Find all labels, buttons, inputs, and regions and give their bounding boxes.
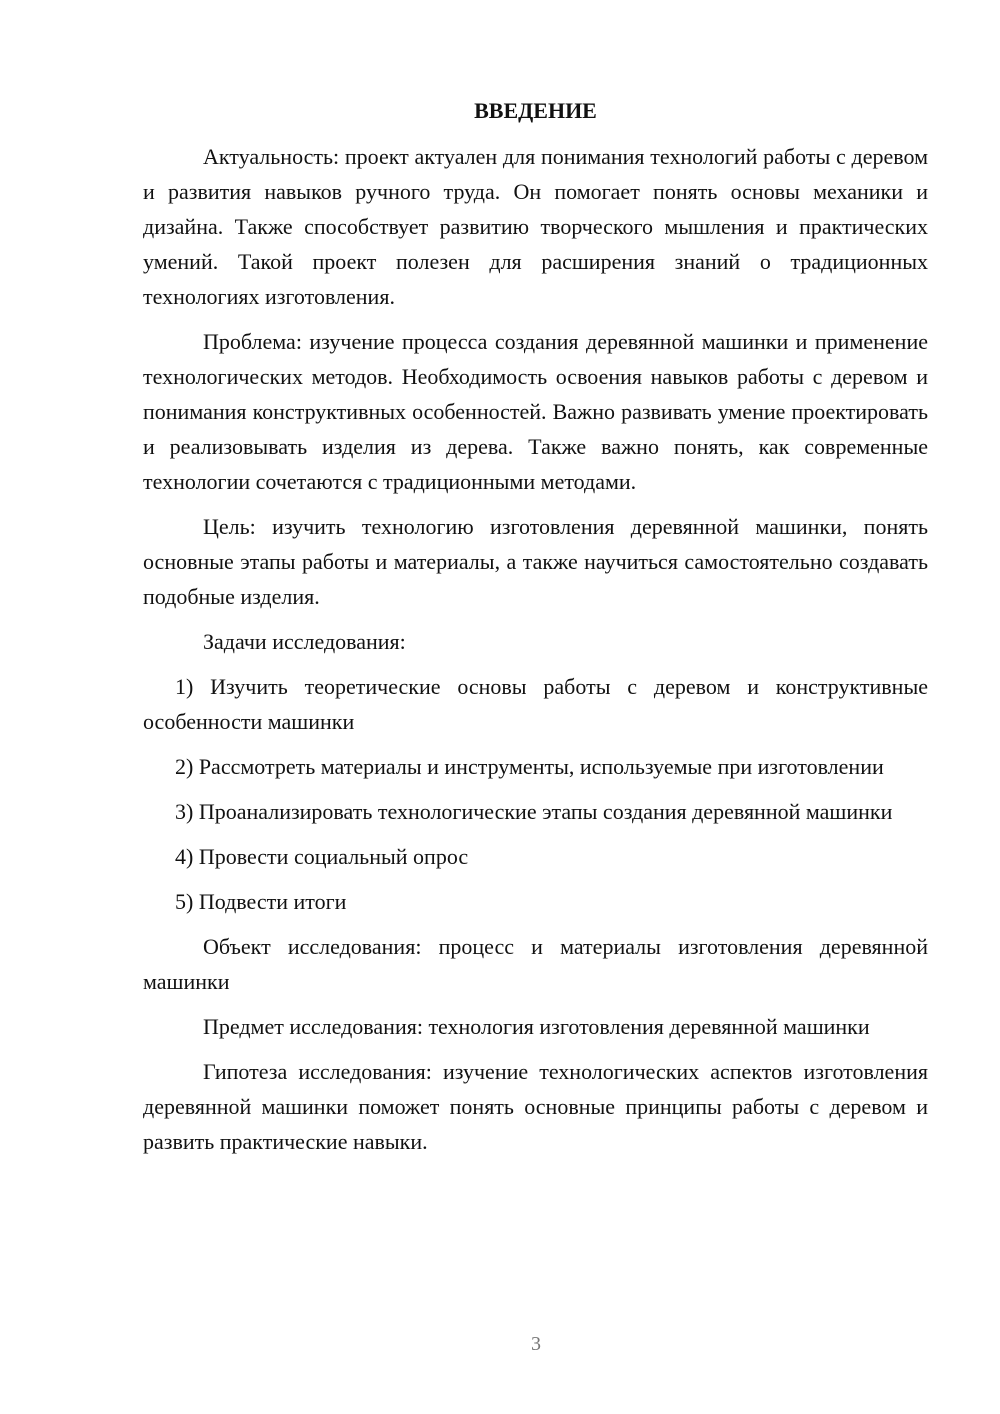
- list-item: 2) Рассмотреть материалы и инструменты, используемые при изготовлении: [175, 754, 884, 779]
- list-item: 4) Провести социальный опрос: [175, 844, 469, 869]
- paragraph-problem: Проблема: изучение процесса создания деревянной машинки и применение технологических методов. Необходимость освоения навыков работы с деревом и понимания конструктивных особенностей. Важно развивать умение проектировать и реализовывать изделия из дерева. Также важно понять, как современные технологии сочетаются с традиционными методами.: [143, 329, 928, 494]
- paragraph-goal: Цель: изучить технологию изготовления деревянной машинки, понять основные этапы работы и материалы, а также научиться самостоятельно создавать подобные изделия.: [143, 514, 928, 609]
- paragraph-hypothesis: Гипотеза исследования: изучение технологических аспектов изготовления деревянной машинки поможет понять основные принципы работы с деревом и развить практические навыки.: [143, 1059, 928, 1154]
- document-page: [143, 96, 928, 1169]
- page-title: ВВЕДЕНИЕ: [474, 98, 597, 123]
- paragraph-relevance: Актуальность: проект актуален для понимания технологий работы с деревом и развития навыков ручного труда. Он помогает понять основы механики и дизайна. Также способствует развитию творческого мышления и практических умений. Такой проект полезен для расширения знаний о традиционных технологиях изготовления.: [143, 144, 928, 309]
- paragraph-object: Объект исследования: процесс и материалы изготовления деревянной машинки: [143, 934, 928, 994]
- page-number: 3: [531, 1333, 541, 1355]
- list-item: 5) Подвести итоги: [175, 889, 347, 914]
- list-item: 3) Проанализировать технологические этапы создания деревянной машинки: [175, 799, 893, 824]
- tasks-list: [143, 669, 928, 919]
- paragraph-subject: Предмет исследования: технология изготовления деревянной машинки: [203, 1014, 870, 1039]
- tasks-heading: Задачи исследования:: [203, 629, 406, 654]
- list-item: 1) Изучить теоретические основы работы с деревом и конструктивные особенности машинки: [143, 674, 928, 734]
